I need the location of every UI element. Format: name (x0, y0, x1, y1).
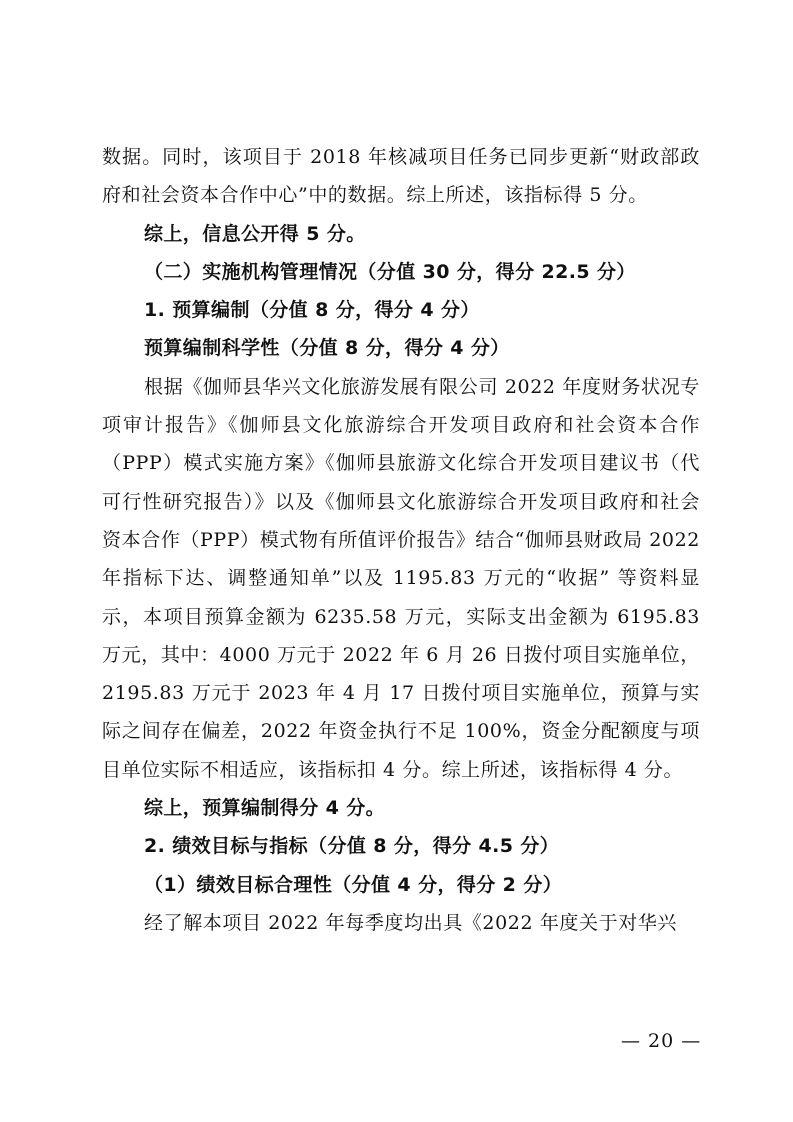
indicator-heading-budget-scientificity: 预算编制科学性（分值 8 分，得分 4 分） (144, 337, 510, 360)
paragraph-budget-analysis: 根据《伽师县华兴文化旅游发展有限公司 2022 年度财务状况专项审计报告》《伽师县文化旅游综合开发项目政府和社会资本合作（PPP）模式实施方案》《伽师县旅游文化综合开发项目建议书（代可行性研究报告）》以及《伽师县文化旅游综合开发项目政府和社会资本合作（PPP）模式物有所值评价报告》结合“伽师县财政局 2022 年指标下达、调整通知单”以及 1195.83 万元的“收据” 等资料显示，本项目预算金额为 6235.58 万元，实际支出金额为 6195.83 万元，其中：4000 万元于 2022 年 6 月 26 日拨付项目实施单位，2195.83 万元于 2023 年 4 月 17 日拨付项目实施单位，预算与实际之间存在偏差，2022 年资金执行不足 100%，资金分配额度与项目单位实际不相适应，该指标扣 4 分。综上所述，该指标得 4 分。 (102, 375, 700, 781)
summary-budget-preparation: 综上，预算编制得分 4 分。 (144, 797, 386, 820)
section-heading-implementation-management: （二）实施机构管理情况（分值 30 分，得分 22.5 分） (144, 260, 636, 283)
page-number: — 20 — (621, 1030, 702, 1052)
subsection-heading-budget-preparation: 1. 预算编制（分值 8 分，得分 4 分） (144, 299, 480, 322)
indicator-heading-goal-rationality: （1）绩效目标合理性（分值 4 分，得分 2 分） (144, 873, 563, 896)
paragraph-quarterly-reports: 经了解本项目 2022 年每季度均出具《2022 年度关于对华兴 (144, 911, 678, 934)
summary-information-disclosure: 综上，信息公开得 5 分。 (144, 222, 366, 245)
subsection-heading-performance-goals: 2. 绩效目标与指标（分值 8 分，得分 4.5 分） (144, 835, 560, 858)
document-body (102, 138, 700, 942)
paragraph-financial-data-update: 数据。同时，该项目于 2018 年核减项目任务已同步更新“财政部政府和社会资本合作中心”中的数据。综上所述，该指标得 5 分。 (102, 146, 700, 207)
